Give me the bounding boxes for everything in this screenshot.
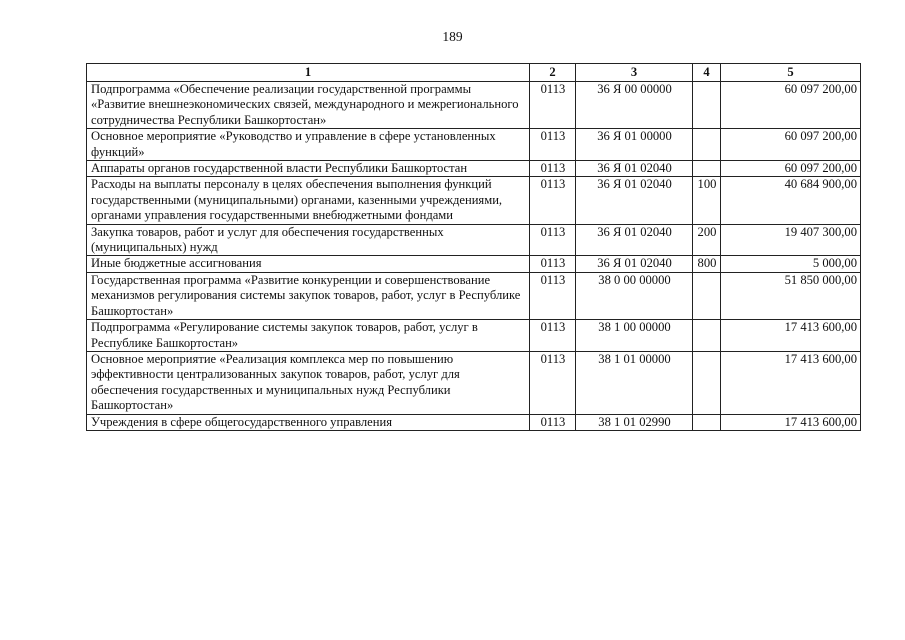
- row-name: Подпрограмма «Регулирование системы закупок товаров, работ, услуг в Республике Башкортостан»: [87, 320, 530, 352]
- table-row: [87, 82, 861, 129]
- row-target-article: 38 1 01 02990: [576, 414, 693, 430]
- row-amount: 51 850 000,00: [721, 272, 861, 319]
- row-section: 0113: [530, 177, 576, 224]
- table-row: [87, 351, 861, 414]
- row-section: 0113: [530, 224, 576, 256]
- row-amount: 60 097 200,00: [721, 82, 861, 129]
- row-expense-type: [693, 351, 721, 414]
- header-row: [87, 64, 861, 82]
- row-expense-type: [693, 272, 721, 319]
- row-expense-type: 100: [693, 177, 721, 224]
- row-amount: 17 413 600,00: [721, 351, 861, 414]
- row-name: Расходы на выплаты персоналу в целях обеспечения выполнения функций государственными (муниципальными) органами, казенными учреждениями, органами управления государственными внебюджетными фондами: [87, 177, 530, 224]
- row-amount: 60 097 200,00: [721, 129, 861, 161]
- row-target-article: 36 Я 01 02040: [576, 161, 693, 177]
- budget-table: [86, 63, 861, 431]
- row-expense-type: 800: [693, 256, 721, 272]
- table-row: [87, 224, 861, 256]
- row-name: Аппараты органов государственной власти Республики Башкортостан: [87, 161, 530, 177]
- row-amount: 17 413 600,00: [721, 414, 861, 430]
- table-row: [87, 320, 861, 352]
- header-col-5: 5: [721, 64, 861, 82]
- table-row: [87, 177, 861, 224]
- table-row: [87, 272, 861, 319]
- page-number: 189: [442, 29, 463, 44]
- row-section: 0113: [530, 256, 576, 272]
- table-row: [87, 256, 861, 272]
- row-target-article: 36 Я 01 02040: [576, 177, 693, 224]
- row-target-article: 38 1 01 00000: [576, 351, 693, 414]
- table-row: [87, 129, 861, 161]
- row-expense-type: [693, 129, 721, 161]
- table-header: [87, 64, 861, 82]
- row-target-article: 36 Я 01 00000: [576, 129, 693, 161]
- row-amount: 5 000,00: [721, 256, 861, 272]
- row-amount: 40 684 900,00: [721, 177, 861, 224]
- row-target-article: 36 Я 00 00000: [576, 82, 693, 129]
- row-section: 0113: [530, 320, 576, 352]
- row-section: 0113: [530, 272, 576, 319]
- row-section: 0113: [530, 129, 576, 161]
- header-col-3: 3: [576, 64, 693, 82]
- header-col-2: 2: [530, 64, 576, 82]
- row-name: Основное мероприятие «Реализация комплекса мер по повышению эффективности централизованных закупок товаров, работ, услуг для обеспечения государственных и муниципальных нужд Республики Башкортостан»: [87, 351, 530, 414]
- row-expense-type: [693, 161, 721, 177]
- row-target-article: 36 Я 01 02040: [576, 224, 693, 256]
- header-col-1: 1: [87, 64, 530, 82]
- row-section: 0113: [530, 82, 576, 129]
- row-section: 0113: [530, 414, 576, 430]
- row-name: Закупка товаров, работ и услуг для обеспечения государственных (муниципальных) нужд: [87, 224, 530, 256]
- table-row: [87, 414, 861, 430]
- row-target-article: 38 1 00 00000: [576, 320, 693, 352]
- row-amount: 17 413 600,00: [721, 320, 861, 352]
- row-expense-type: [693, 82, 721, 129]
- row-section: 0113: [530, 161, 576, 177]
- row-section: 0113: [530, 351, 576, 414]
- row-expense-type: [693, 320, 721, 352]
- row-name: Подпрограмма «Обеспечение реализации государственной программы «Развитие внешнеэкономических связей, международного и межрегионального сотрудничества Республики Башкортостан»: [87, 82, 530, 129]
- row-name: Иные бюджетные ассигнования: [87, 256, 530, 272]
- row-name: Учреждения в сфере общегосударственного управления: [87, 414, 530, 430]
- row-target-article: 36 Я 01 02040: [576, 256, 693, 272]
- row-name: Основное мероприятие «Руководство и управление в сфере установленных функций»: [87, 129, 530, 161]
- header-col-4: 4: [693, 64, 721, 82]
- row-amount: 60 097 200,00: [721, 161, 861, 177]
- row-expense-type: [693, 414, 721, 430]
- row-expense-type: 200: [693, 224, 721, 256]
- row-name: Государственная программа «Развитие конкуренции и совершенствование механизмов регулирования системы закупок товаров, работ, услуг в Республике Башкортостан»: [87, 272, 530, 319]
- table-body: [87, 82, 861, 431]
- row-amount: 19 407 300,00: [721, 224, 861, 256]
- row-target-article: 38 0 00 00000: [576, 272, 693, 319]
- table-row: [87, 161, 861, 177]
